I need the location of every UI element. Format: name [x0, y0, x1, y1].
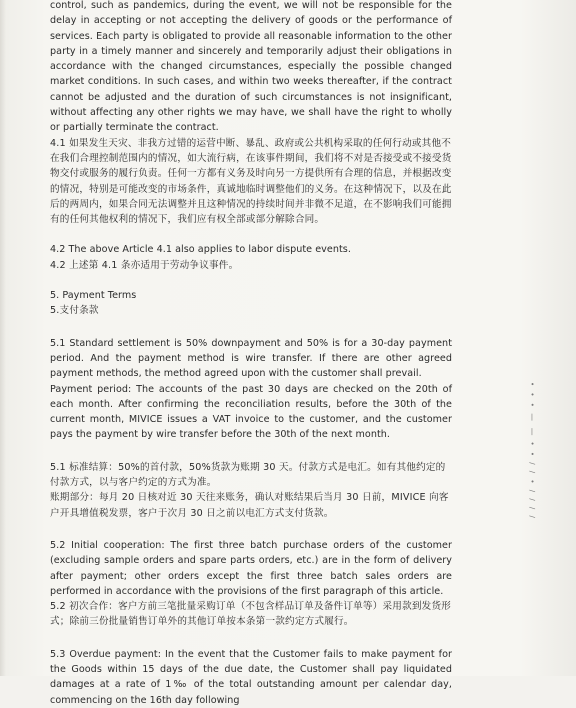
document-body	[50, 0, 452, 708]
clause-5-1-english: 5.1 Standard settlement is 50% downpayment and 50% is for a 30-day payment period. And the payment method is wire transfer. If there are other agreed payment methods, the method agreed upon with the customer shall prevail.	[50, 337, 452, 380]
clause-5-2-english: 5.2 Initial cooperation: The first three batch purchase orders of the customer (excluding sample orders and spare parts orders, etc.) are in the form of delivery after payment; other orders except the first three batch sales orders are performed in accordance with the provisions of the first paragraph of this article.	[50, 539, 452, 597]
clause-4-2-english: 4.2 The above Article 4.1 also applies to labor dispute events.	[50, 244, 351, 256]
section-5-heading-chinese: 5.支付条款	[50, 305, 99, 317]
clause-4-1-english: control, such as pandemics, during the event, we will not be responsible for the delay in accepting or not accepting the delivery of goods or the performance of services. Each party is obligated to provide all reasonable information to the other party in a timely manner and sincerely and temporarily adjust their obligations in accordance with the changed circumstances, especially the possible changed market conditions. In such cases, and within two weeks thereafter, if the contract cannot be adjusted and the duration of such circumstances is not insignificant, without affecting any other rights we may have, we shall have the right to wholly or partially terminate the contract.	[50, 0, 452, 134]
payment-period-chinese: 账期部分：每月 20 日核对近 30 天往来账务，确认对账结果后当月 30 日前，MIVICE 向客户开具增值税发票，客户于次月 30 日之前以电汇方式支付货款。	[50, 492, 449, 519]
clause-5-1-chinese: 5.1 标准结算：50%的首付款，50%货款为账期 30 天。付款方式是电汇。如有其他约定的付款方式，以与客户约定的方式为准。	[50, 461, 446, 489]
clause-4-2-chinese: 4.2 上述第 4.1 条亦适用于劳动争议事件。	[50, 259, 239, 271]
page-fold-shadow	[0, 0, 6, 676]
margin-page-marks: • • • ❘ ❘ • • ∕ ∕ • ∕ ∕ ∕ ∕	[528, 382, 536, 520]
payment-period-english: Payment period: The accounts of the past 30 days are checked on the 20th of each month. After confirming the reconciliation results, before the 30th of the current month, MIVICE issues a VAT invoice to the customer, and the customer pays the payment by wire transfer before the 30th of the next month.	[50, 383, 452, 441]
clause-5-3-english: 5.3 Overdue payment: In the event that the Customer fails to make payment for the Goods within 15 days of the due date, the Customer shall pay liquidated damages at a rate of 1‰ of the total outstanding amount per calendar day, commencing on the 16th day following	[50, 648, 452, 706]
clause-5-2-chinese: 5.2 初次合作：客户方前三笔批量采购订单（不包含样品订单及备件订单等）采用款到发货形式；除前三份批量销售订单外的其他订单按本条第一款约定方式履行。	[50, 601, 452, 628]
section-5-heading-english: 5. Payment Terms	[50, 290, 137, 302]
clause-4-1-chinese: 4.1 如果发生天灾、非我方过错的运营中断、暴乱、政府或公共机构采取的任何行动或其他不在我们合理控制范围内的情况，如大流行病，在该事件期间，我们将不对是否接受或不接受货物交付或服务的履行负责。任何一方都有义务及时向另一方提供所有合理的信息，并根据改变的情况，特别是可能改变的市场条件，真诚地临时调整他们的义务。在这种情况下，以及在此后的两周内，如果合同无法调整并且这种情况的持续时间并非微不足道，在不影响我们可能拥有的任何其他权利的情况下，我们应有权全部或部分解除合同。	[50, 137, 452, 226]
